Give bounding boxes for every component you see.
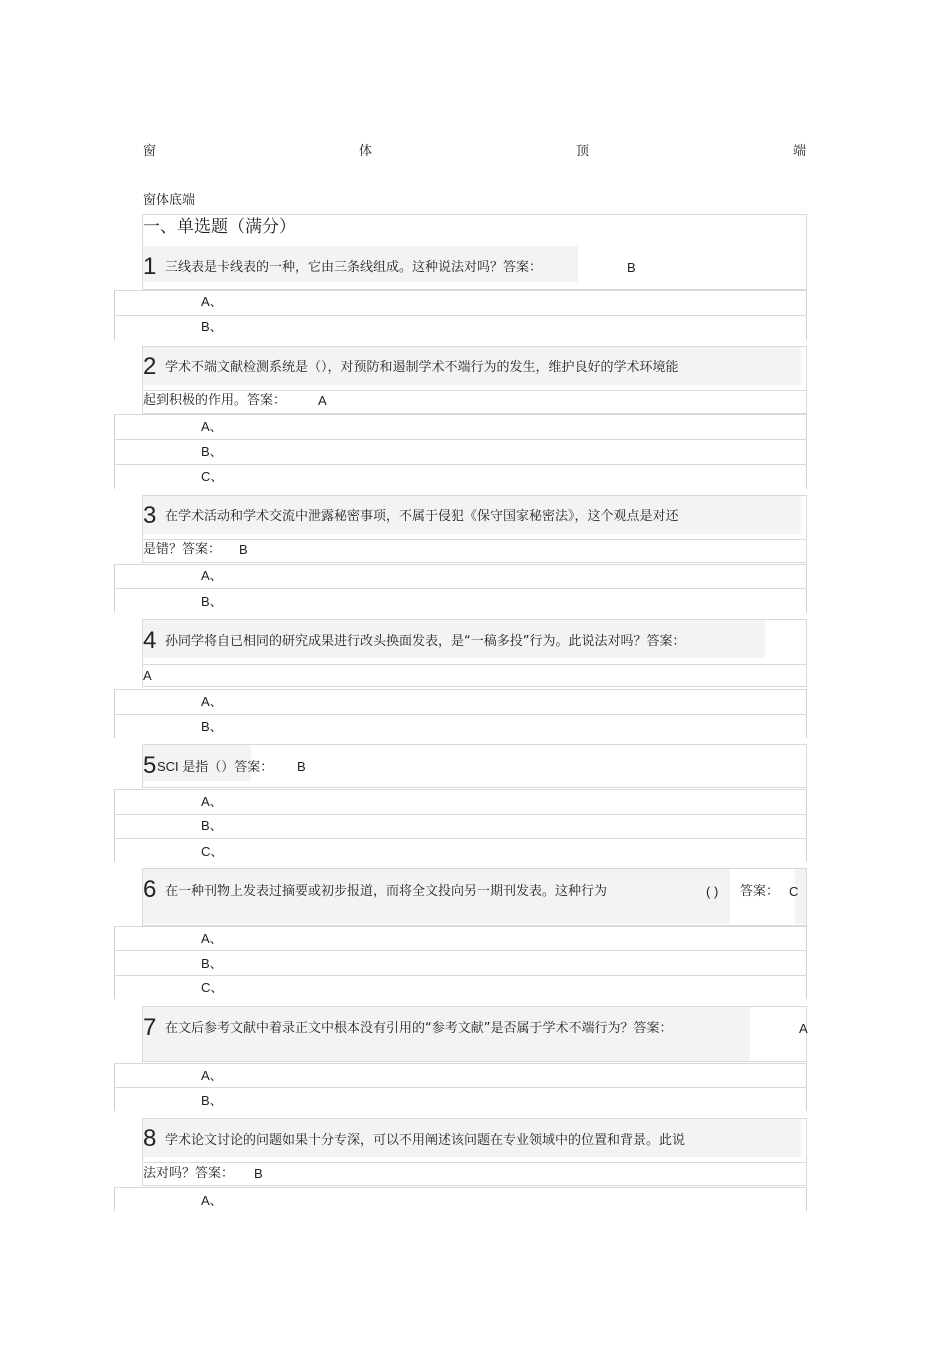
question-number: 6: [143, 876, 157, 903]
option-b[interactable]: B、: [201, 319, 223, 334]
option-b[interactable]: B、: [201, 1093, 223, 1108]
option-a[interactable]: A、: [201, 694, 223, 709]
answer-value: A: [143, 668, 152, 683]
question-number: 2: [143, 353, 157, 380]
question-text-line2: 法对吗？答案：: [143, 1166, 235, 1181]
question-text-line2: 起到积极的作用。答案：: [143, 393, 287, 408]
section-title: 一、单选题（满分）: [143, 217, 296, 237]
question-text: 在文后参考文献中着录正文中根本没有引用的“参考文献”是否属于学术不端行为？答案：: [165, 1021, 673, 1036]
answer-value: B: [254, 1166, 263, 1181]
option-a[interactable]: A、: [201, 1068, 223, 1083]
option-b[interactable]: B、: [201, 956, 223, 971]
option-a[interactable]: A、: [201, 1193, 223, 1208]
option-b[interactable]: B、: [201, 444, 223, 459]
question-number: 1: [143, 253, 157, 280]
form-bottom: 窗体底端: [143, 193, 196, 208]
answer-value: B: [239, 542, 248, 557]
question-number: 4: [143, 627, 157, 654]
option-c[interactable]: C、: [201, 980, 224, 995]
option-c[interactable]: C、: [201, 844, 224, 859]
question-text: 学术不端文献检测系统是（），对预防和遏制学术不端行为的发生，维护良好的学术环境能: [165, 360, 679, 375]
question-text: 在学术活动和学术交流中泄露秘密事项，不属于侵犯《保守国家秘密法》，这个观点是对还: [165, 509, 679, 524]
question-text: 在一种刊物上发表过摘要或初步报道，而将全文投向另一期刊发表。这种行为: [165, 884, 608, 899]
option-a[interactable]: A、: [201, 931, 223, 946]
answer-value: C: [789, 884, 799, 899]
form-top-char-3: 顶: [576, 144, 590, 159]
option-b[interactable]: B、: [201, 594, 223, 609]
answer-value: A: [318, 393, 327, 408]
question-text: 孙同学将自已相同的研究成果进行改头换面发表，是“一稿多投”行为。此说法对吗？答案：: [165, 634, 686, 649]
option-c[interactable]: C、: [201, 469, 224, 484]
question-text: 三线表是卡线表的一种，它由三条线组成。这种说法对吗？答案：: [165, 260, 543, 275]
question-text-line2: 是错？答案：: [143, 542, 222, 557]
option-b[interactable]: B、: [201, 818, 223, 833]
option-b[interactable]: B、: [201, 719, 223, 734]
question-number: 7: [143, 1014, 157, 1041]
question-number: 5: [143, 752, 157, 779]
question-number: 3: [143, 502, 157, 529]
question-text: SCI 是指（）答案：: [157, 759, 274, 774]
answer-label: 答案：: [740, 884, 780, 899]
form-top-char-2: 体: [359, 144, 373, 159]
answer-paren: ( ): [706, 884, 719, 899]
question-text: 学术论文讨论的问题如果十分专深，可以不用阐述该问题在专业领域中的位置和背景。此说: [165, 1133, 686, 1148]
option-a[interactable]: A、: [201, 568, 223, 583]
option-a[interactable]: A、: [201, 294, 223, 309]
answer-value: B: [297, 759, 306, 774]
form-top-char-4: 端: [793, 144, 807, 159]
option-a[interactable]: A、: [201, 794, 223, 809]
answer-value: B: [627, 260, 636, 275]
form-top-char-1: 窗: [143, 144, 157, 159]
question-number: 8: [143, 1125, 157, 1152]
answer-value: A: [799, 1021, 808, 1036]
option-a[interactable]: A、: [201, 419, 223, 434]
